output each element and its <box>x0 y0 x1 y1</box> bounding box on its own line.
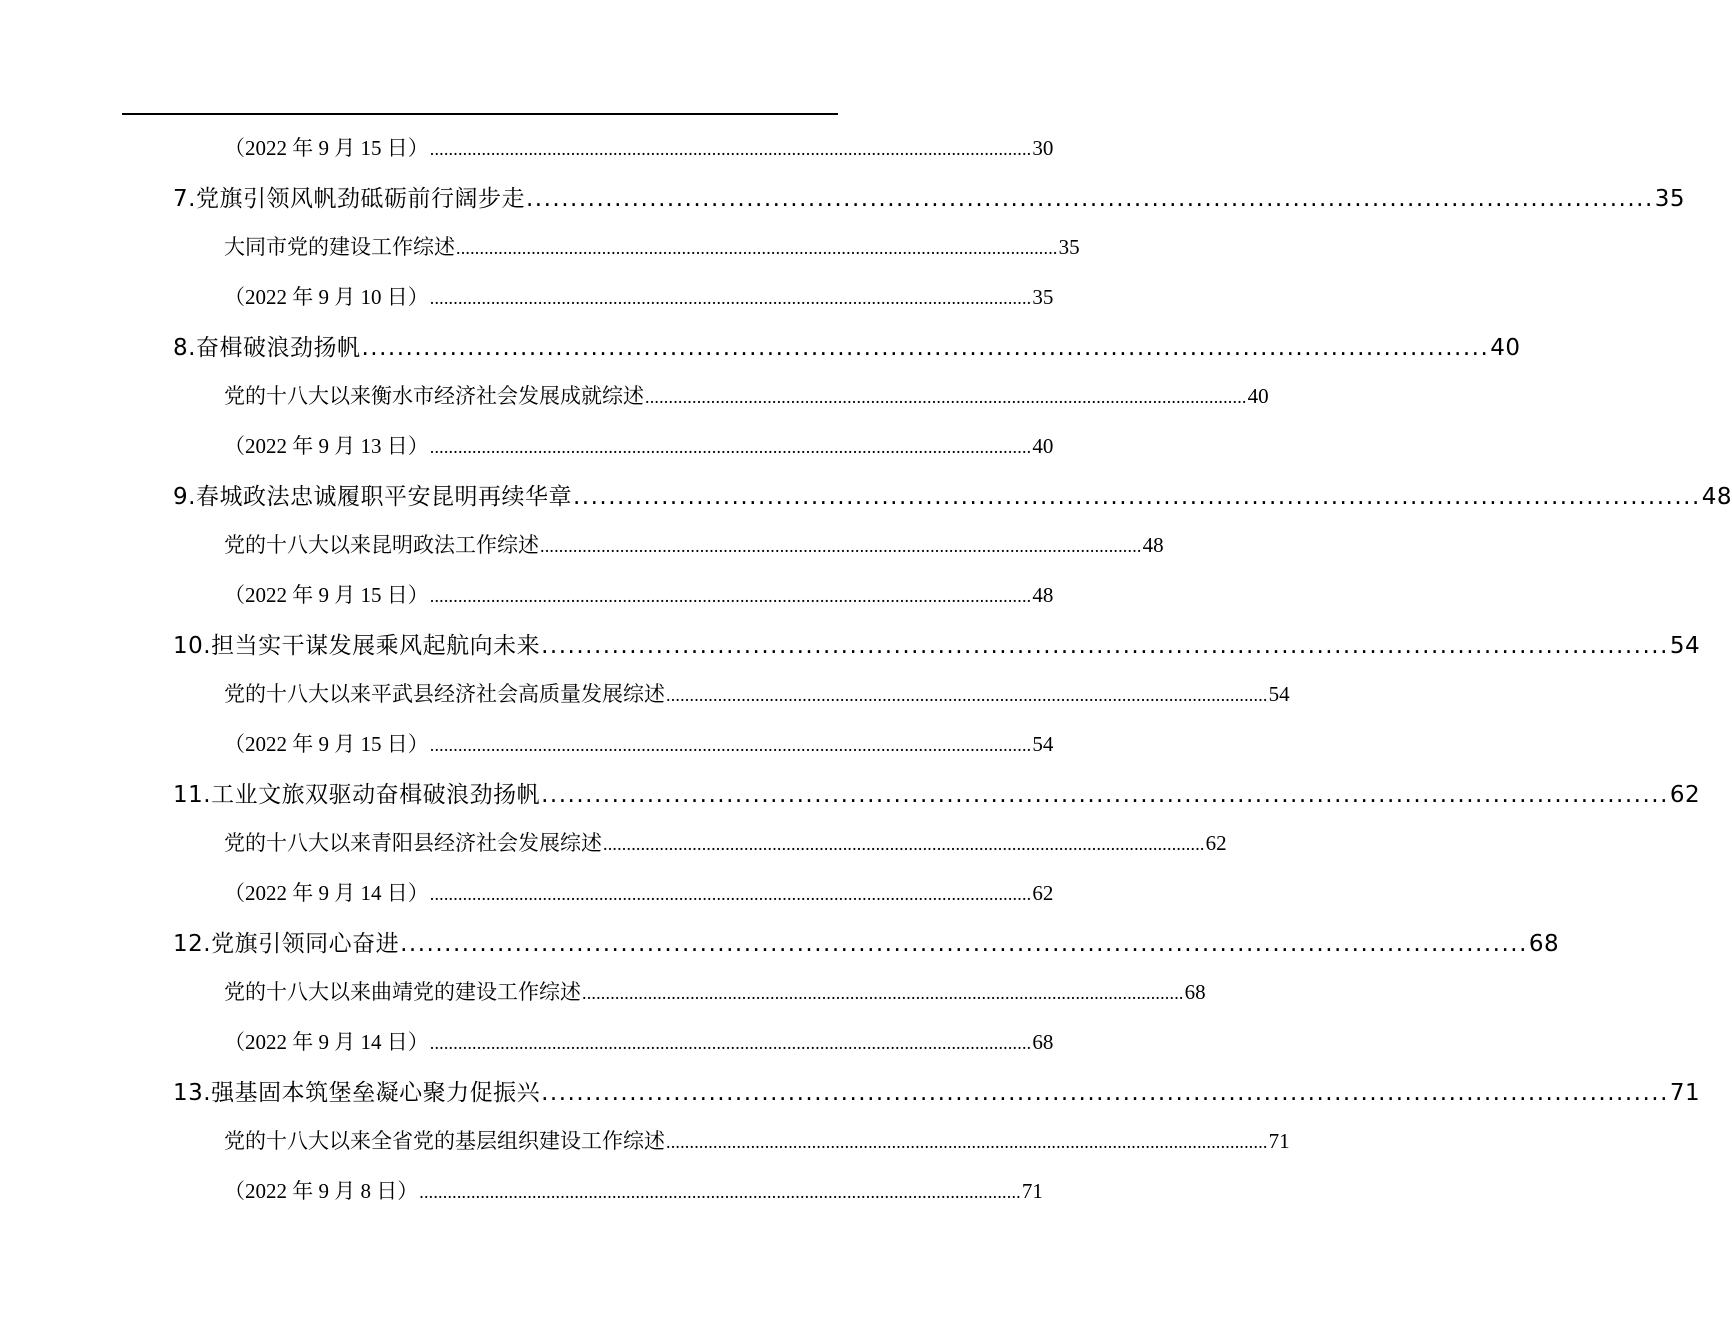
dot-leader: ................................................................................................................................ <box>525 186 1654 212</box>
dot-leader: ................................................................................................................................ <box>429 1033 1032 1053</box>
toc-entry-subtitle[interactable] <box>224 976 1206 1006</box>
page-number: 48 <box>1142 533 1164 557</box>
entry-title: 10.担当实干谋发展乘风起航向未来 <box>173 633 541 659</box>
page-number: 62 <box>1669 782 1701 808</box>
toc-entry-chapter[interactable] <box>173 776 1701 809</box>
entry-date: （2022 年 9 月 13 日） <box>224 434 429 458</box>
page-number: 54 <box>1268 682 1290 706</box>
page-number: 71 <box>1021 1179 1043 1203</box>
entry-subtitle: 党的十八大以来全省党的基层组织建设工作综述 <box>224 1129 665 1153</box>
page-number: 48 <box>1032 583 1054 607</box>
page-number: 35 <box>1032 285 1054 309</box>
dot-leader: ................................................................................................................................ <box>429 139 1032 159</box>
dot-leader: ................................................................................................................................ <box>361 335 1490 361</box>
page-number: 68 <box>1528 931 1560 957</box>
toc-entry-chapter[interactable] <box>173 1074 1701 1107</box>
toc-entry-subtitle[interactable] <box>224 529 1164 559</box>
dot-leader: ................................................................................................................................ <box>541 633 1669 659</box>
toc-entry-subtitle[interactable] <box>224 380 1269 410</box>
entry-date: （2022 年 9 月 14 日） <box>224 881 429 905</box>
entry-date: （2022 年 9 月 15 日） <box>224 732 429 756</box>
entry-subtitle: 党的十八大以来平武县经济社会高质量发展综述 <box>224 682 665 706</box>
entry-title: 7.党旗引领风帆劲砥砺前行阔步走 <box>173 186 525 212</box>
page-number: 68 <box>1184 980 1206 1004</box>
dot-leader: ................................................................................................................................ <box>540 536 1142 556</box>
entry-date: （2022 年 9 月 15 日） <box>224 136 429 160</box>
entry-title: 11.工业文旅双驱动奋楫破浪劲扬帆 <box>173 782 541 808</box>
page-number: 54 <box>1669 633 1701 659</box>
dot-leader: ................................................................................................................................ <box>429 884 1032 904</box>
dot-leader: ................................................................................................................................ <box>429 437 1032 457</box>
toc-entry-date[interactable] <box>224 132 1054 162</box>
toc-entry-chapter[interactable] <box>173 627 1701 660</box>
toc-entry-subtitle[interactable] <box>224 827 1227 857</box>
page-number: 30 <box>1032 136 1054 160</box>
dot-leader: ................................................................................................................................ <box>666 1132 1268 1152</box>
toc-entry-date[interactable] <box>224 1026 1054 1056</box>
header-rule <box>122 113 838 115</box>
entry-title: 12.党旗引领同心奋进 <box>173 931 400 957</box>
dot-leader: ................................................................................................................................ <box>572 484 1701 510</box>
entry-title: 8.奋楫破浪劲扬帆 <box>173 335 361 361</box>
page-number: 35 <box>1654 186 1686 212</box>
dot-leader: ................................................................................................................................ <box>582 983 1184 1003</box>
dot-leader: ................................................................................................................................ <box>666 685 1268 705</box>
dot-leader: ................................................................................................................................ <box>429 735 1032 755</box>
dot-leader: ................................................................................................................................ <box>429 586 1032 606</box>
dot-leader: ................................................................................................................................ <box>456 238 1058 258</box>
toc-entry-subtitle[interactable] <box>224 1125 1290 1155</box>
toc-entry-date[interactable] <box>224 579 1054 609</box>
page-number: 62 <box>1205 831 1227 855</box>
toc-entry-chapter[interactable] <box>173 478 1732 511</box>
toc-entry-date[interactable] <box>224 728 1054 758</box>
dot-leader: ................................................................................................................................ <box>400 931 1528 957</box>
page-number: 54 <box>1032 732 1054 756</box>
page-number: 62 <box>1032 881 1054 905</box>
toc-entry-chapter[interactable] <box>173 925 1560 958</box>
page-number: 48 <box>1701 484 1732 510</box>
entry-subtitle: 党的十八大以来青阳县经济社会发展综述 <box>224 831 602 855</box>
entry-subtitle: 大同市党的建设工作综述 <box>224 235 455 259</box>
toc-entry-chapter[interactable] <box>173 180 1686 213</box>
entry-title: 13.强基固本筑堡垒凝心聚力促振兴 <box>173 1080 541 1106</box>
page-number: 40 <box>1247 384 1269 408</box>
page-number: 68 <box>1032 1030 1054 1054</box>
dot-leader: ................................................................................................................................ <box>541 1080 1669 1106</box>
toc-entry-subtitle[interactable] <box>224 678 1290 708</box>
entry-date: （2022 年 9 月 8 日） <box>224 1179 419 1203</box>
page-number: 71 <box>1669 1080 1701 1106</box>
toc-entry-date[interactable] <box>224 430 1054 460</box>
dot-leader: ................................................................................................................................ <box>541 782 1669 808</box>
entry-date: （2022 年 9 月 10 日） <box>224 285 429 309</box>
page-number: 40 <box>1032 434 1054 458</box>
page-number: 71 <box>1268 1129 1290 1153</box>
entry-title: 9.春城政法忠诚履职平安昆明再续华章 <box>173 484 572 510</box>
dot-leader: ................................................................................................................................ <box>603 834 1205 854</box>
entry-date: （2022 年 9 月 15 日） <box>224 583 429 607</box>
toc-entry-chapter[interactable] <box>173 329 1521 362</box>
toc-entry-subtitle[interactable] <box>224 231 1080 261</box>
toc-entry-date[interactable] <box>224 877 1054 907</box>
page-number: 35 <box>1058 235 1080 259</box>
entry-date: （2022 年 9 月 14 日） <box>224 1030 429 1054</box>
toc-entry-date[interactable] <box>224 281 1054 311</box>
dot-leader: ................................................................................................................................ <box>419 1182 1021 1202</box>
toc-entry-date[interactable] <box>224 1175 1043 1205</box>
dot-leader: ................................................................................................................................ <box>645 387 1247 407</box>
page-number: 40 <box>1490 335 1521 361</box>
entry-subtitle: 党的十八大以来曲靖党的建设工作综述 <box>224 980 581 1004</box>
dot-leader: ................................................................................................................................ <box>429 288 1032 308</box>
entry-subtitle: 党的十八大以来衡水市经济社会发展成就综述 <box>224 384 644 408</box>
entry-subtitle: 党的十八大以来昆明政法工作综述 <box>224 533 539 557</box>
